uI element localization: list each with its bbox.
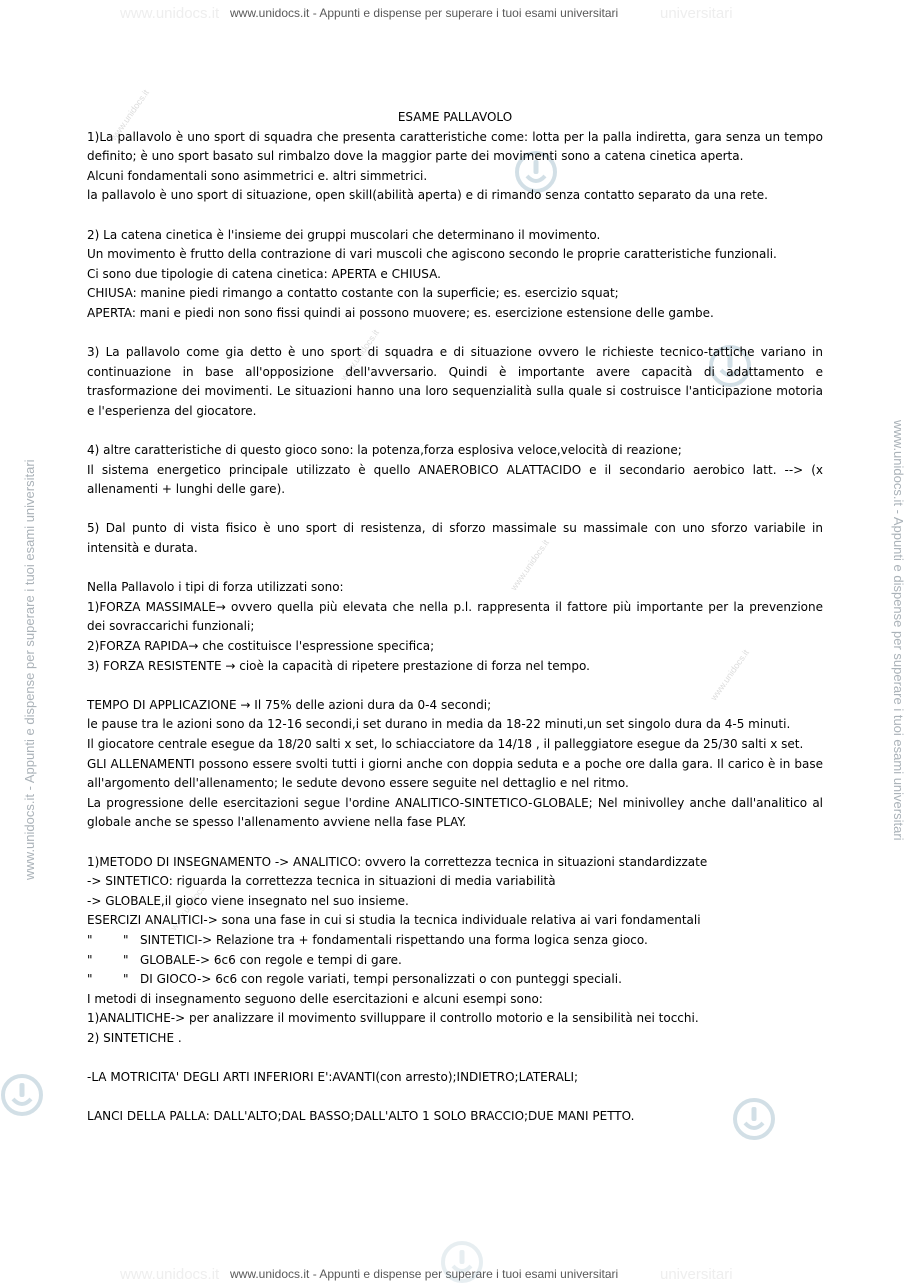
watermark-side-right: www.unidocs.it - Appunti e dispense per superare i tuoi esami universitari: [891, 420, 906, 841]
blank-line: [87, 500, 823, 520]
watermark-diagonal: www.unidocs.it: [338, 327, 381, 383]
paragraph: la pallavolo è uno sport di situazione, open skill(abilità aperta) e di rimando senza contatto separato da una rete.: [87, 188, 768, 203]
paragraph: 1)ANALITICHE-> per analizzare il movimento svilluppare il controllo motorio e la sensibilità nei tocchi.: [87, 1011, 699, 1026]
paragraph: Alcuni fondamentali sono asimmetrici e. altri simmetrici.: [87, 168, 428, 183]
paragraph: 3) La pallavolo come gia detto è uno sport di squadra e di situazione ovvero le richieste tecnico-tattiche variano in continuazione in base all'opposizione dell'avversario. Quindi è importante avere capacità di adattamento e trasformazione dei movimenti. Le situazioni hanno una loro sequenzialità sulla quale si costruisce l'anticipazione motoria e l'esperienza del giocatore.: [87, 345, 823, 418]
document-text: [87, 128, 823, 1127]
watermark-header: [0, 3, 909, 23]
paragraph: 1)FORZA MASSIMALE→ ovvero quella più elevata che nella p.l. rappresenta il fattore più importante per la prevenzione dei sovraccarichi funzionali;: [87, 599, 823, 634]
blank-line: [87, 1049, 823, 1069]
paragraph: Ci sono due tipologie di catena cinetica: APERTA e CHIUSA.: [87, 266, 441, 281]
blank-line: [87, 833, 823, 853]
watermark-diagonal: www.unidocs.it: [108, 87, 151, 143]
paragraph: Un movimento è frutto della contrazione di vari muscoli che agiscono secondo le proprie caratteristiche funzionali.: [87, 247, 777, 262]
document-title: ESAME PALLAVOLO: [397, 110, 513, 124]
paragraph: 1)La pallavolo è uno sport di squadra che presenta caratteristiche come: lotta per la palla indiretta, gara senza un tempo definito; è uno sport basato sul rimbalzo dove la maggior parte dei movimenti sono a catena cinetica aperta.: [87, 129, 823, 164]
paragraph: -LA MOTRICITA' DEGLI ARTI INFERIORI E':AVANTI(con arresto);INDIETRO;LATERALI;: [87, 1070, 579, 1085]
paragraph: CHIUSA: manine piedi rimango a contatto costante con la superficie; es. esercizio squat;: [87, 286, 619, 301]
watermark-diagonal: www.unidocs.it: [168, 877, 211, 933]
paragraph: GLI ALLENAMENTI possono essere svolti tutti i giorni anche con doppia seduta e a poche ore dalla gara. Il carico è in base all'argomento dell'allenamento; le sedute devono essere seguite nel dettaglio e nel ritmo.: [87, 756, 823, 791]
paragraph: La progressione delle esercitazioni segue l'ordine ANALITICO-SINTETICO-GLOBALE; Nel minivolley anche dall'analitico al globale anche se spesso l'allenamento avviene nella fase PLAY.: [87, 795, 823, 830]
blank-line: [87, 206, 823, 226]
watermark-header-text: www.unidocs.it - Appunti e dispense per superare i tuoi esami universitari: [230, 6, 619, 20]
paragraph: LANCI DELLA PALLA: DALL'ALTO;DAL BASSO;DALL'ALTO 1 SOLO BRACCIO;DUE MANI PETTO.: [87, 1109, 635, 1124]
unidocs-logo-icon: [0, 1073, 44, 1117]
paragraph: 3) FORZA RESISTENTE → cioè la capacità di ripetere prestazione di forza nel tempo.: [87, 658, 590, 673]
unidocs-logo-icon: [440, 1240, 484, 1284]
paragraph: I metodi di insegnamento seguono delle esercitazioni e alcuni esempi sono:: [87, 991, 543, 1006]
blank-line: [87, 676, 823, 696]
watermark-footer-text: www.unidocs.it - Appunti e dispense per superare i tuoi esami universitari: [230, 1267, 619, 1281]
paragraph: Il giocatore centrale esegue da 18/20 salti x set, lo schiacciatore da 14/18 , il palleggiatore esegue da 25/30 salti x set.: [87, 737, 804, 751]
watermark-diagonal: www.unidocs.it: [708, 647, 751, 703]
paragraph: Il sistema energetico principale utilizzato è quello ANAEROBICO ALATTACIDO e il secondario aerobico latt. --> (x allenamenti + lunghi delle gare).: [87, 462, 823, 497]
paragraph: 2) La catena cinetica è l'insieme dei gruppi muscolari che determinano il movimento.: [87, 227, 601, 242]
paragraph: " " DI GIOCO-> 6c6 con regole variati, tempi personalizzati o con punteggi speciali.: [87, 972, 622, 987]
blank-line: [87, 324, 823, 344]
watermark-diagonal: www.unidocs.it: [508, 537, 551, 593]
watermark-ghost-right: universitari: [660, 1266, 733, 1283]
paragraph: 1)METODO DI INSEGNAMENTO -> ANALITICO: ovvero la correttezza tecnica in situazioni standardizzate: [87, 854, 708, 869]
blank-line: [87, 422, 823, 442]
watermark-ghost-left: www.unidocs.it: [120, 5, 220, 22]
paragraph: " " GLOBALE-> 6c6 con regole e tempi di gare.: [87, 952, 402, 967]
paragraph: APERTA: mani e piedi non sono fissi quindi ai possono muovere; es. esercizione estensione delle gambe.: [87, 305, 714, 320]
paragraph: -> GLOBALE,il gioco viene insegnato nel suo insieme.: [87, 893, 409, 908]
paragraph: " " SINTETICI-> Relazione tra + fondamentali rispettando una forma logica senza gioco.: [87, 932, 648, 947]
paragraph: ESERCIZI ANALITICI-> sona una fase in cui si studia la tecnica individuale relativa ai vari fondamentali: [87, 913, 701, 928]
paragraph: 2)FORZA RAPIDA→ che costituisce l'espressione specifica;: [87, 639, 435, 654]
blank-line: [87, 559, 823, 579]
document-body: [87, 108, 823, 1127]
paragraph: 5) Dal punto di vista fisico è uno sport di resistenza, di sforzo massimale su massimale con uno sforzo variabile in intensità e durata.: [87, 521, 823, 556]
paragraph: TEMPO DI APPLICAZIONE → Il 75% delle azioni dura da 0-4 secondi;: [87, 697, 492, 712]
watermark-ghost-right: universitari: [660, 5, 733, 22]
watermark-ghost-left: www.unidocs.it: [120, 1266, 220, 1283]
paragraph: le pause tra le azioni sono da 12-16 secondi,i set durano in media da 18-22 minuti,un set singolo dura da 4-5 minuti.: [87, 717, 791, 732]
paragraph: 2) SINTETICHE .: [87, 1030, 182, 1045]
watermark-side-left: www.unidocs.it - Appunti e dispense per superare i tuoi esami universitari: [22, 459, 37, 880]
paragraph: -> SINTETICO: riguarda la correttezza tecnica in situazioni di media variabilità: [87, 874, 556, 889]
paragraph: Nella Pallavolo i tipi di forza utilizzati sono:: [87, 580, 344, 595]
blank-line: [87, 1088, 823, 1108]
paragraph: 4) altre caratteristiche di questo gioco sono: la potenza,forza esplosiva veloce,velocità di reazione;: [87, 443, 682, 458]
